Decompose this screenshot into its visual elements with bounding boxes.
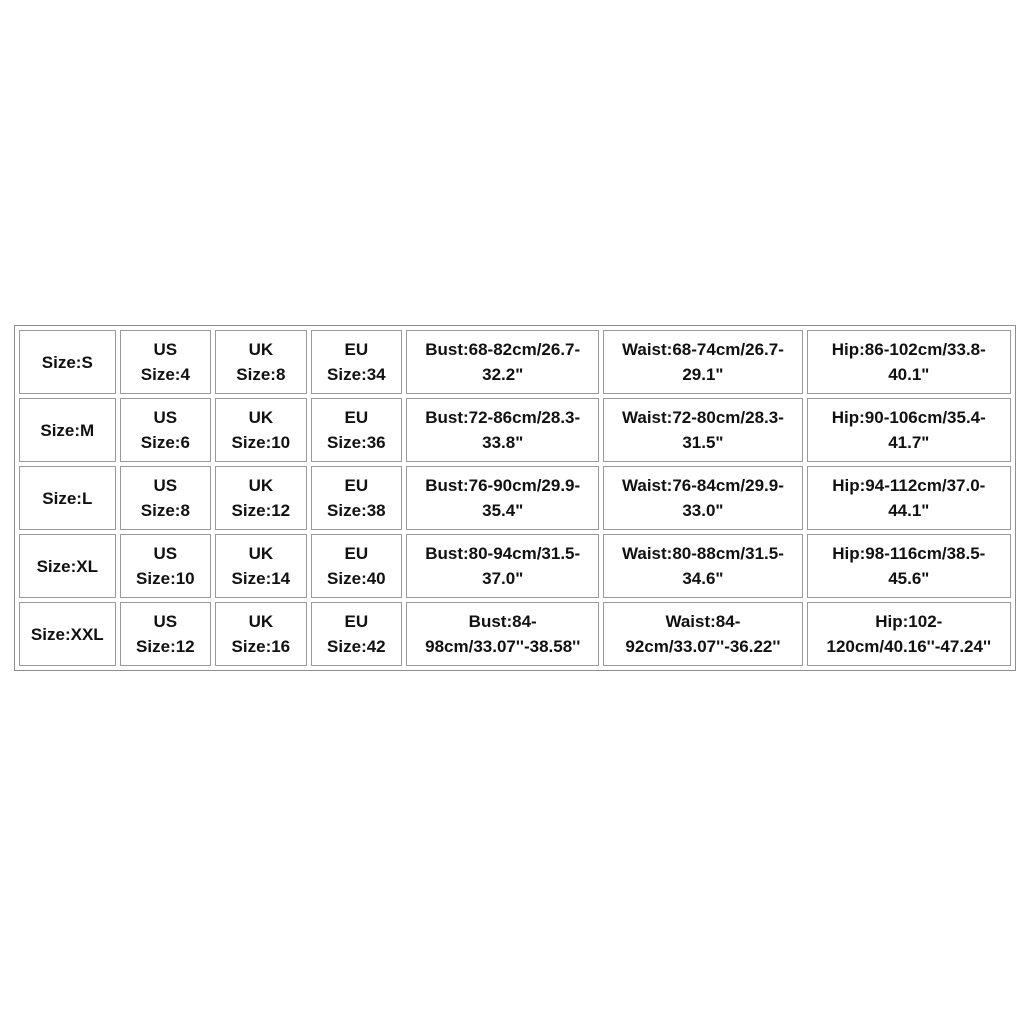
waist-cell: Waist:84- 92cm/33.07''-36.22'' <box>603 602 802 666</box>
size-chart-table <box>14 325 1016 671</box>
waist-cell: Waist:80-88cm/31.5- 34.6" <box>603 534 802 598</box>
us-size-cell: US Size:4 <box>120 330 212 394</box>
size-label-cell: Size:XL <box>19 534 116 598</box>
eu-size-cell: EU Size:36 <box>311 398 403 462</box>
waist-cell: Waist:72-80cm/28.3- 31.5" <box>603 398 802 462</box>
uk-size-cell: UK Size:12 <box>215 466 307 530</box>
table-row <box>19 602 1011 666</box>
us-size-cell: US Size:8 <box>120 466 212 530</box>
eu-size-cell: EU Size:38 <box>311 466 403 530</box>
bust-cell: Bust:84- 98cm/33.07''-38.58'' <box>406 602 599 666</box>
size-label-cell: Size:M <box>19 398 116 462</box>
table-row <box>19 466 1011 530</box>
bust-cell: Bust:76-90cm/29.9- 35.4" <box>406 466 599 530</box>
table-row <box>19 330 1011 394</box>
uk-size-cell: UK Size:10 <box>215 398 307 462</box>
hip-cell: Hip:102- 120cm/40.16''-47.24'' <box>807 602 1011 666</box>
eu-size-cell: EU Size:42 <box>311 602 403 666</box>
eu-size-cell: EU Size:40 <box>311 534 403 598</box>
bust-cell: Bust:72-86cm/28.3- 33.8" <box>406 398 599 462</box>
hip-cell: Hip:94-112cm/37.0- 44.1" <box>807 466 1011 530</box>
bust-cell: Bust:80-94cm/31.5- 37.0" <box>406 534 599 598</box>
us-size-cell: US Size:10 <box>120 534 212 598</box>
uk-size-cell: UK Size:14 <box>215 534 307 598</box>
hip-cell: Hip:90-106cm/35.4- 41.7" <box>807 398 1011 462</box>
table-row <box>19 398 1011 462</box>
us-size-cell: US Size:12 <box>120 602 212 666</box>
size-label-cell: Size:L <box>19 466 116 530</box>
us-size-cell: US Size:6 <box>120 398 212 462</box>
waist-cell: Waist:76-84cm/29.9- 33.0" <box>603 466 802 530</box>
table-row <box>19 534 1011 598</box>
uk-size-cell: UK Size:8 <box>215 330 307 394</box>
bust-cell: Bust:68-82cm/26.7- 32.2" <box>406 330 599 394</box>
hip-cell: Hip:98-116cm/38.5- 45.6" <box>807 534 1011 598</box>
size-label-cell: Size:XXL <box>19 602 116 666</box>
hip-cell: Hip:86-102cm/33.8- 40.1" <box>807 330 1011 394</box>
size-label-cell: Size:S <box>19 330 116 394</box>
waist-cell: Waist:68-74cm/26.7- 29.1" <box>603 330 802 394</box>
eu-size-cell: EU Size:34 <box>311 330 403 394</box>
uk-size-cell: UK Size:16 <box>215 602 307 666</box>
